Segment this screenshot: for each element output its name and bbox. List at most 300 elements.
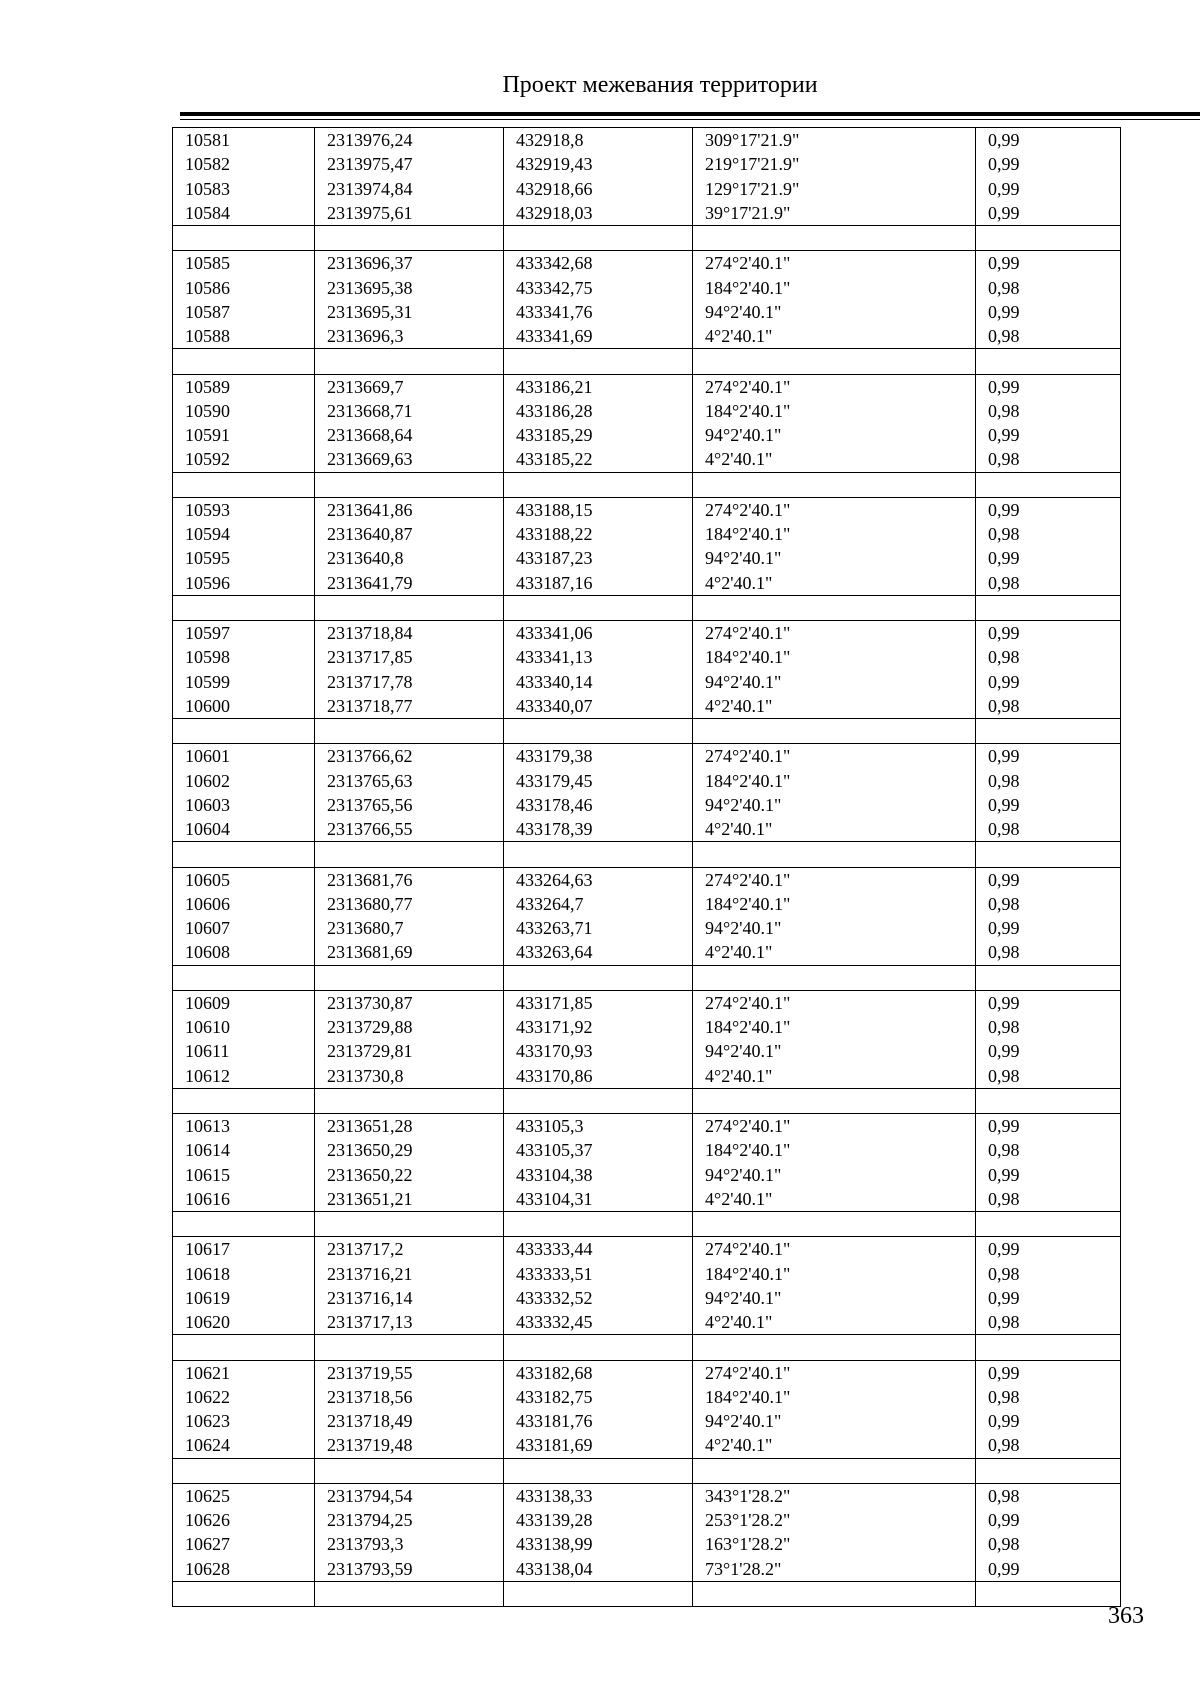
separator-row [173,1212,1121,1237]
point-number-cell: 10588 [173,324,315,349]
separator-row [173,965,1121,990]
length-cell: 0,98 [976,1310,1121,1335]
direction-angle-cell: 94°2'40.1" [693,1409,976,1433]
length-cell: 0,99 [976,1409,1121,1433]
table-row [173,546,1121,570]
point-number-cell: 10595 [173,546,315,570]
x-coordinate-cell: 2313640,8 [315,546,504,570]
x-coordinate-cell: 2313681,69 [315,940,504,965]
empty-cell [976,472,1121,497]
x-coordinate-cell: 2313974,84 [315,177,504,201]
direction-angle-cell: 94°2'40.1" [693,793,976,817]
point-number-cell: 10607 [173,916,315,940]
direction-angle-cell: 274°2'40.1" [693,621,976,646]
x-coordinate-cell: 2313695,38 [315,276,504,300]
x-coordinate-cell: 2313729,81 [315,1039,504,1063]
direction-angle-cell: 274°2'40.1" [693,251,976,276]
point-number-cell: 10593 [173,497,315,522]
empty-cell [173,1088,315,1113]
point-number-cell: 10618 [173,1262,315,1286]
point-number-cell: 10586 [173,276,315,300]
point-number-cell: 10604 [173,817,315,842]
length-cell: 0,99 [976,177,1121,201]
empty-cell [504,1335,693,1360]
coordinates-table [172,127,1121,1607]
length-cell: 0,99 [976,497,1121,522]
direction-angle-cell: 4°2'40.1" [693,1433,976,1458]
length-cell: 0,99 [976,1557,1121,1582]
empty-cell [173,719,315,744]
direction-angle-cell: 73°1'28.2" [693,1557,976,1582]
x-coordinate-cell: 2313718,56 [315,1385,504,1409]
table-row [173,324,1121,349]
point-number-cell: 10628 [173,1557,315,1582]
x-coordinate-cell: 2313641,79 [315,571,504,596]
length-cell: 0,98 [976,1262,1121,1286]
length-cell: 0,98 [976,399,1121,423]
empty-cell [504,226,693,251]
direction-angle-cell: 274°2'40.1" [693,744,976,769]
empty-cell [315,1581,504,1606]
y-coordinate-cell: 433332,45 [504,1310,693,1335]
direction-angle-cell: 184°2'40.1" [693,1015,976,1039]
length-cell: 0,99 [976,128,1121,153]
point-number-cell: 10603 [173,793,315,817]
direction-angle-cell: 184°2'40.1" [693,1262,976,1286]
table-row [173,571,1121,596]
point-number-cell: 10609 [173,990,315,1015]
table-row [173,1262,1121,1286]
length-cell: 0,99 [976,1360,1121,1385]
empty-cell [173,472,315,497]
x-coordinate-cell: 2313975,47 [315,152,504,176]
page-number: 363 [1108,1603,1144,1629]
empty-cell [173,226,315,251]
length-cell: 0,99 [976,621,1121,646]
x-coordinate-cell: 2313766,62 [315,744,504,769]
empty-cell [315,595,504,620]
direction-angle-cell: 253°1'28.2" [693,1508,976,1532]
empty-cell [315,1335,504,1360]
x-coordinate-cell: 2313669,63 [315,447,504,472]
table-row [173,1409,1121,1433]
empty-cell [693,719,976,744]
x-coordinate-cell: 2313719,48 [315,1433,504,1458]
y-coordinate-cell: 433341,06 [504,621,693,646]
point-number-cell: 10596 [173,571,315,596]
table-row [173,940,1121,965]
table-row [173,201,1121,226]
length-cell: 0,99 [976,1163,1121,1187]
x-coordinate-cell: 2313668,64 [315,423,504,447]
x-coordinate-cell: 2313794,54 [315,1483,504,1508]
point-number-cell: 10612 [173,1064,315,1089]
table-row [173,1286,1121,1310]
table-row [173,1163,1121,1187]
table-row [173,1187,1121,1212]
x-coordinate-cell: 2313716,21 [315,1262,504,1286]
page-header: Проект межевания территории [502,72,818,98]
point-number-cell: 10621 [173,1360,315,1385]
y-coordinate-cell: 433263,64 [504,940,693,965]
length-cell: 0,99 [976,744,1121,769]
direction-angle-cell: 39°17'21.9" [693,201,976,226]
direction-angle-cell: 4°2'40.1" [693,694,976,719]
x-coordinate-cell: 2313695,31 [315,300,504,324]
length-cell: 0,98 [976,1187,1121,1212]
point-number-cell: 10600 [173,694,315,719]
empty-cell [504,719,693,744]
x-coordinate-cell: 2313719,55 [315,1360,504,1385]
direction-angle-cell: 184°2'40.1" [693,1138,976,1162]
y-coordinate-cell: 433341,13 [504,645,693,669]
separator-row [173,595,1121,620]
direction-angle-cell: 94°2'40.1" [693,1286,976,1310]
x-coordinate-cell: 2313680,77 [315,892,504,916]
header-rule-thick [180,112,1200,116]
y-coordinate-cell: 432918,03 [504,201,693,226]
y-coordinate-cell: 432918,8 [504,128,693,153]
table-row [173,152,1121,176]
x-coordinate-cell: 2313793,59 [315,1557,504,1582]
direction-angle-cell: 4°2'40.1" [693,940,976,965]
table-row [173,374,1121,399]
length-cell: 0,99 [976,152,1121,176]
y-coordinate-cell: 433188,15 [504,497,693,522]
empty-cell [976,965,1121,990]
x-coordinate-cell: 2313717,85 [315,645,504,669]
separator-row [173,719,1121,744]
x-coordinate-cell: 2313650,29 [315,1138,504,1162]
y-coordinate-cell: 433185,22 [504,447,693,472]
x-coordinate-cell: 2313976,24 [315,128,504,153]
empty-cell [504,1581,693,1606]
y-coordinate-cell: 433340,07 [504,694,693,719]
table-row [173,1237,1121,1262]
point-number-cell: 10590 [173,399,315,423]
x-coordinate-cell: 2313729,88 [315,1015,504,1039]
length-cell: 0,98 [976,1064,1121,1089]
empty-cell [315,1458,504,1483]
empty-cell [976,349,1121,374]
direction-angle-cell: 4°2'40.1" [693,817,976,842]
direction-angle-cell: 184°2'40.1" [693,522,976,546]
x-coordinate-cell: 2313766,55 [315,817,504,842]
table-row [173,276,1121,300]
direction-angle-cell: 184°2'40.1" [693,399,976,423]
x-coordinate-cell: 2313650,22 [315,1163,504,1187]
x-coordinate-cell: 2313730,8 [315,1064,504,1089]
empty-cell [693,1458,976,1483]
direction-angle-cell: 4°2'40.1" [693,1187,976,1212]
length-cell: 0,98 [976,940,1121,965]
table-row [173,892,1121,916]
point-number-cell: 10610 [173,1015,315,1039]
direction-angle-cell: 309°17'21.9" [693,128,976,153]
y-coordinate-cell: 433182,75 [504,1385,693,1409]
y-coordinate-cell: 433341,69 [504,324,693,349]
point-number-cell: 10594 [173,522,315,546]
length-cell: 0,99 [976,1039,1121,1063]
point-number-cell: 10611 [173,1039,315,1063]
point-number-cell: 10622 [173,1385,315,1409]
point-number-cell: 10597 [173,621,315,646]
point-number-cell: 10606 [173,892,315,916]
y-coordinate-cell: 433179,38 [504,744,693,769]
y-coordinate-cell: 433139,28 [504,1508,693,1532]
length-cell: 0,98 [976,1015,1121,1039]
y-coordinate-cell: 433187,16 [504,571,693,596]
y-coordinate-cell: 433171,85 [504,990,693,1015]
separator-row [173,1335,1121,1360]
direction-angle-cell: 274°2'40.1" [693,1114,976,1139]
table-row [173,1557,1121,1582]
length-cell: 0,99 [976,670,1121,694]
length-cell: 0,98 [976,1483,1121,1508]
y-coordinate-cell: 433138,33 [504,1483,693,1508]
point-number-cell: 10581 [173,128,315,153]
y-coordinate-cell: 433340,14 [504,670,693,694]
empty-cell [173,595,315,620]
empty-cell [173,1581,315,1606]
y-coordinate-cell: 433185,29 [504,423,693,447]
x-coordinate-cell: 2313793,3 [315,1532,504,1556]
empty-cell [976,719,1121,744]
empty-cell [976,1458,1121,1483]
empty-cell [693,1335,976,1360]
table-row [173,645,1121,669]
point-number-cell: 10598 [173,645,315,669]
y-coordinate-cell: 433105,37 [504,1138,693,1162]
empty-cell [315,472,504,497]
direction-angle-cell: 274°2'40.1" [693,374,976,399]
table-row [173,423,1121,447]
direction-angle-cell: 94°2'40.1" [693,1039,976,1063]
length-cell: 0,98 [976,892,1121,916]
x-coordinate-cell: 2313717,13 [315,1310,504,1335]
x-coordinate-cell: 2313975,61 [315,201,504,226]
point-number-cell: 10591 [173,423,315,447]
empty-cell [315,719,504,744]
x-coordinate-cell: 2313681,76 [315,867,504,892]
point-number-cell: 10626 [173,1508,315,1532]
empty-cell [504,349,693,374]
empty-cell [976,1088,1121,1113]
empty-cell [693,1088,976,1113]
y-coordinate-cell: 433138,99 [504,1532,693,1556]
length-cell: 0,99 [976,990,1121,1015]
direction-angle-cell: 94°2'40.1" [693,670,976,694]
empty-cell [976,595,1121,620]
point-number-cell: 10608 [173,940,315,965]
table-row [173,1532,1121,1556]
y-coordinate-cell: 432919,43 [504,152,693,176]
empty-cell [504,1212,693,1237]
separator-row [173,226,1121,251]
y-coordinate-cell: 433181,69 [504,1433,693,1458]
empty-cell [976,1581,1121,1606]
table-row [173,300,1121,324]
table-row [173,916,1121,940]
direction-angle-cell: 274°2'40.1" [693,1360,976,1385]
y-coordinate-cell: 433342,75 [504,276,693,300]
point-number-cell: 10623 [173,1409,315,1433]
point-number-cell: 10602 [173,769,315,793]
table-row [173,522,1121,546]
x-coordinate-cell: 2313651,28 [315,1114,504,1139]
direction-angle-cell: 184°2'40.1" [693,645,976,669]
empty-cell [504,1458,693,1483]
point-number-cell: 10582 [173,152,315,176]
empty-cell [315,226,504,251]
empty-cell [976,1335,1121,1360]
direction-angle-cell: 94°2'40.1" [693,1163,976,1187]
y-coordinate-cell: 433178,39 [504,817,693,842]
x-coordinate-cell: 2313718,49 [315,1409,504,1433]
empty-cell [173,1212,315,1237]
direction-angle-cell: 184°2'40.1" [693,892,976,916]
coordinates-table-body [173,128,1121,1607]
length-cell: 0,99 [976,1508,1121,1532]
point-number-cell: 10599 [173,670,315,694]
table-row [173,817,1121,842]
empty-cell [504,1088,693,1113]
x-coordinate-cell: 2313669,7 [315,374,504,399]
table-row [173,399,1121,423]
point-number-cell: 10605 [173,867,315,892]
table-row [173,1039,1121,1063]
empty-cell [693,1581,976,1606]
point-number-cell: 10627 [173,1532,315,1556]
point-number-cell: 10617 [173,1237,315,1262]
empty-cell [504,472,693,497]
empty-cell [976,1212,1121,1237]
length-cell: 0,98 [976,1138,1121,1162]
table-row [173,1508,1121,1532]
length-cell: 0,99 [976,374,1121,399]
table-row [173,1064,1121,1089]
x-coordinate-cell: 2313696,3 [315,324,504,349]
table-row [173,447,1121,472]
length-cell: 0,99 [976,916,1121,940]
direction-angle-cell: 184°2'40.1" [693,769,976,793]
empty-cell [504,965,693,990]
x-coordinate-cell: 2313716,14 [315,1286,504,1310]
length-cell: 0,99 [976,1237,1121,1262]
x-coordinate-cell: 2313718,77 [315,694,504,719]
length-cell: 0,99 [976,300,1121,324]
empty-cell [173,965,315,990]
length-cell: 0,98 [976,1433,1121,1458]
table-row [173,251,1121,276]
length-cell: 0,99 [976,423,1121,447]
direction-angle-cell: 4°2'40.1" [693,1064,976,1089]
length-cell: 0,98 [976,571,1121,596]
table-row [173,694,1121,719]
direction-angle-cell: 129°17'21.9" [693,177,976,201]
y-coordinate-cell: 433105,3 [504,1114,693,1139]
x-coordinate-cell: 2313680,7 [315,916,504,940]
x-coordinate-cell: 2313717,78 [315,670,504,694]
point-number-cell: 10613 [173,1114,315,1139]
y-coordinate-cell: 433263,71 [504,916,693,940]
direction-angle-cell: 94°2'40.1" [693,300,976,324]
empty-cell [504,842,693,867]
table-row [173,793,1121,817]
table-row [173,497,1121,522]
separator-row [173,472,1121,497]
x-coordinate-cell: 2313794,25 [315,1508,504,1532]
direction-angle-cell: 274°2'40.1" [693,867,976,892]
point-number-cell: 10592 [173,447,315,472]
separator-row [173,1581,1121,1606]
length-cell: 0,99 [976,1286,1121,1310]
point-number-cell: 10589 [173,374,315,399]
length-cell: 0,98 [976,769,1121,793]
empty-cell [693,349,976,374]
point-number-cell: 10619 [173,1286,315,1310]
length-cell: 0,99 [976,251,1121,276]
length-cell: 0,99 [976,201,1121,226]
table-row [173,177,1121,201]
separator-row [173,842,1121,867]
y-coordinate-cell: 433264,7 [504,892,693,916]
table-row [173,621,1121,646]
table-row [173,867,1121,892]
table-row [173,1483,1121,1508]
y-coordinate-cell: 433179,45 [504,769,693,793]
direction-angle-cell: 4°2'40.1" [693,447,976,472]
x-coordinate-cell: 2313641,86 [315,497,504,522]
length-cell: 0,99 [976,793,1121,817]
empty-cell [173,1458,315,1483]
length-cell: 0,98 [976,645,1121,669]
table-row [173,1015,1121,1039]
x-coordinate-cell: 2313651,21 [315,1187,504,1212]
header-rule-thin [180,119,1200,120]
table-row [173,1114,1121,1139]
table-row [173,1310,1121,1335]
direction-angle-cell: 94°2'40.1" [693,423,976,447]
point-number-cell: 10583 [173,177,315,201]
y-coordinate-cell: 433332,52 [504,1286,693,1310]
point-number-cell: 10601 [173,744,315,769]
direction-angle-cell: 4°2'40.1" [693,1310,976,1335]
empty-cell [693,1212,976,1237]
length-cell: 0,98 [976,1532,1121,1556]
y-coordinate-cell: 433138,04 [504,1557,693,1582]
table-row [173,769,1121,793]
direction-angle-cell: 274°2'40.1" [693,497,976,522]
y-coordinate-cell: 433186,21 [504,374,693,399]
separator-row [173,1088,1121,1113]
empty-cell [173,1335,315,1360]
y-coordinate-cell: 433181,76 [504,1409,693,1433]
y-coordinate-cell: 433264,63 [504,867,693,892]
length-cell: 0,99 [976,867,1121,892]
length-cell: 0,98 [976,324,1121,349]
y-coordinate-cell: 433171,92 [504,1015,693,1039]
x-coordinate-cell: 2313730,87 [315,990,504,1015]
y-coordinate-cell: 432918,66 [504,177,693,201]
x-coordinate-cell: 2313718,84 [315,621,504,646]
y-coordinate-cell: 433333,51 [504,1262,693,1286]
empty-cell [976,226,1121,251]
separator-row [173,1458,1121,1483]
y-coordinate-cell: 433186,28 [504,399,693,423]
y-coordinate-cell: 433187,23 [504,546,693,570]
empty-cell [315,1088,504,1113]
